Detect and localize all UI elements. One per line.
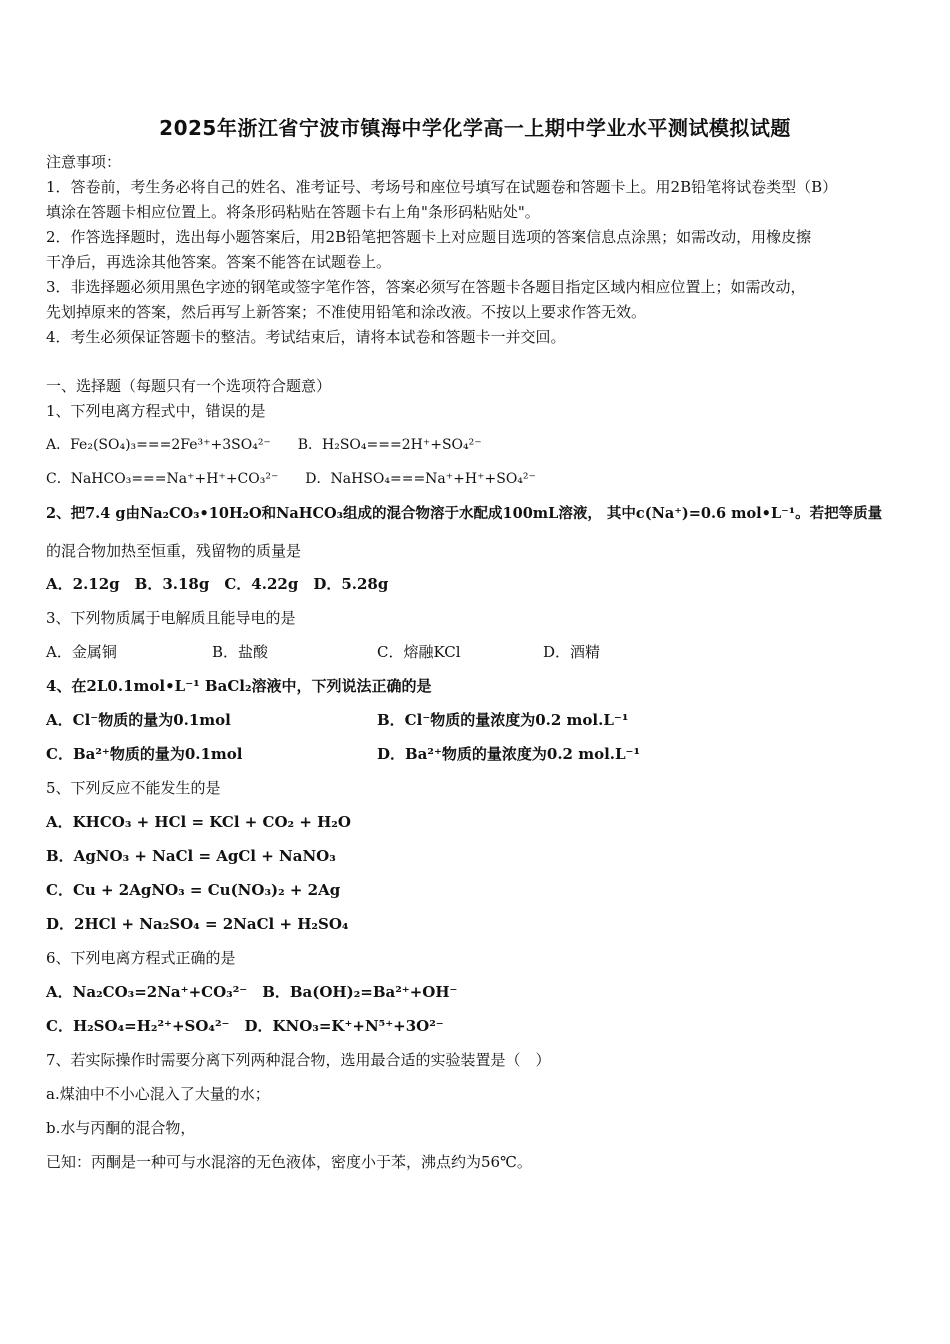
question-2-options: A．2.12g B．3.18g C．4.22g D．5.28g xyxy=(46,575,389,593)
option-d: D．Ba²⁺物质的量浓度为0.2 mol.L⁻¹ xyxy=(377,745,641,763)
section-heading: 一、选择题（每题只有一个选项符合题意） xyxy=(46,377,332,395)
option-b: B．盐酸 xyxy=(212,643,269,661)
question-5-option-a: A．KHCO₃ + HCl = KCl + CO₂ + H₂O xyxy=(46,813,351,831)
notice-line: 4．考生必须保证答题卡的整洁。考试结束后，请将本试卷和答题卡一并交回。 xyxy=(46,328,566,346)
option-a: A．Cl⁻物质的量为0.1mol xyxy=(46,711,231,729)
question-7-note: 已知：丙酮是一种可与水混溶的无色液体，密度小于苯，沸点约为56℃。 xyxy=(46,1153,532,1171)
question-7-stem: 7、若实际操作时需要分离下列两种混合物，选用最合适的实验装置是（ ） xyxy=(46,1051,551,1069)
question-1-options-ab xyxy=(46,435,916,455)
question-2-stem: 2、把7.4 g由Na₂CO₃•10H₂O和NaHCO₃组成的混合物溶于水配成100mL溶液， 其中c(Na⁺)=0.6 mol•L⁻¹。若把等质量 xyxy=(46,505,883,522)
option-b: B．H₂SO₄===2H⁺+SO₄²⁻ xyxy=(297,437,482,453)
question-5-option-d: D．2HCl + Na₂SO₄ = 2NaCl + H₂SO₄ xyxy=(46,915,349,933)
question-7-item-a: a.煤油中不小心混入了大量的水； xyxy=(46,1085,270,1103)
question-6-options-ab: A．Na₂CO₃=2Na⁺+CO₃²⁻ B．Ba(OH)₂=Ba²⁺+OH⁻ xyxy=(46,983,458,1001)
option-a: A．Fe₂(SO₄)₃===2Fe³⁺+3SO₄²⁻ xyxy=(46,437,271,453)
notice-line: 填涂在答题卡相应位置上。将条形码粘贴在答题卡右上角"条形码粘贴处"。 xyxy=(46,203,540,221)
option-c: C．Ba²⁺物质的量为0.1mol xyxy=(46,745,243,763)
option-c: C．熔融KCl xyxy=(377,643,461,661)
notice-line: 先划掉原来的答案，然后再写上新答案；不准使用铅笔和涂改液。不按以上要求作答无效。 xyxy=(46,303,647,321)
option-d: D．NaHSO₄===Na⁺+H⁺+SO₄²⁻ xyxy=(305,471,536,487)
option-b: B．Cl⁻物质的量浓度为0.2 mol.L⁻¹ xyxy=(377,711,629,729)
question-4-stem: 4、在2L0.1mol•L⁻¹ BaCl₂溶液中，下列说法正确的是 xyxy=(46,677,432,695)
notice-heading: 注意事项： xyxy=(46,153,122,171)
question-6-options-cd: C．H₂SO₄=H₂²⁺+SO₄²⁻ D．KNO₃=K⁺+N⁵⁺+3O²⁻ xyxy=(46,1017,444,1035)
option-c: C．NaHCO₃===Na⁺+H⁺+CO₃²⁻ xyxy=(46,471,279,487)
question-1-stem: 1、下列电离方程式中，错误的是 xyxy=(46,402,266,420)
option-a: A．金属铜 xyxy=(46,643,117,661)
option-d: D．酒精 xyxy=(543,643,601,661)
notice-line: 1．答卷前，考生务必将自己的姓名、准考证号、考场号和座位号填写在试题卷和答题卡上。用2B铅笔将试卷类型（B） xyxy=(46,178,838,196)
question-5-option-c: C．Cu + 2AgNO₃ = Cu(NO₃)₂ + 2Ag xyxy=(46,881,341,899)
question-7-item-b: b.水与丙酮的混合物， xyxy=(46,1119,196,1137)
question-2-stem-cont: 的混合物加热至恒重，残留物的质量是 xyxy=(46,542,302,560)
question-5-option-b: B．AgNO₃ + NaCl = AgCl + NaNO₃ xyxy=(46,847,336,865)
question-6-stem: 6、下列电离方程式正确的是 xyxy=(46,949,236,967)
notice-line: 3．非选择题必须用黑色字迹的钢笔或签字笔作答，答案必须写在答题卡各题目指定区域内相应位置上；如需改动， xyxy=(46,278,806,296)
page-title: 2025年浙江省宁波市镇海中学化学高一上期中学业水平测试模拟试题 xyxy=(159,116,791,140)
notice-line: 干净后，再选涂其他答案。答案不能答在试题卷上。 xyxy=(46,253,392,271)
question-1-options-cd xyxy=(46,469,916,489)
notice-line: 2．作答选择题时，选出每小题答案后，用2B铅笔把答题卡上对应题目选项的答案信息点涂黑；如需改动，用橡皮擦 xyxy=(46,228,812,246)
question-5-stem: 5、下列反应不能发生的是 xyxy=(46,779,221,797)
question-3-stem: 3、下列物质属于电解质且能导电的是 xyxy=(46,609,296,627)
